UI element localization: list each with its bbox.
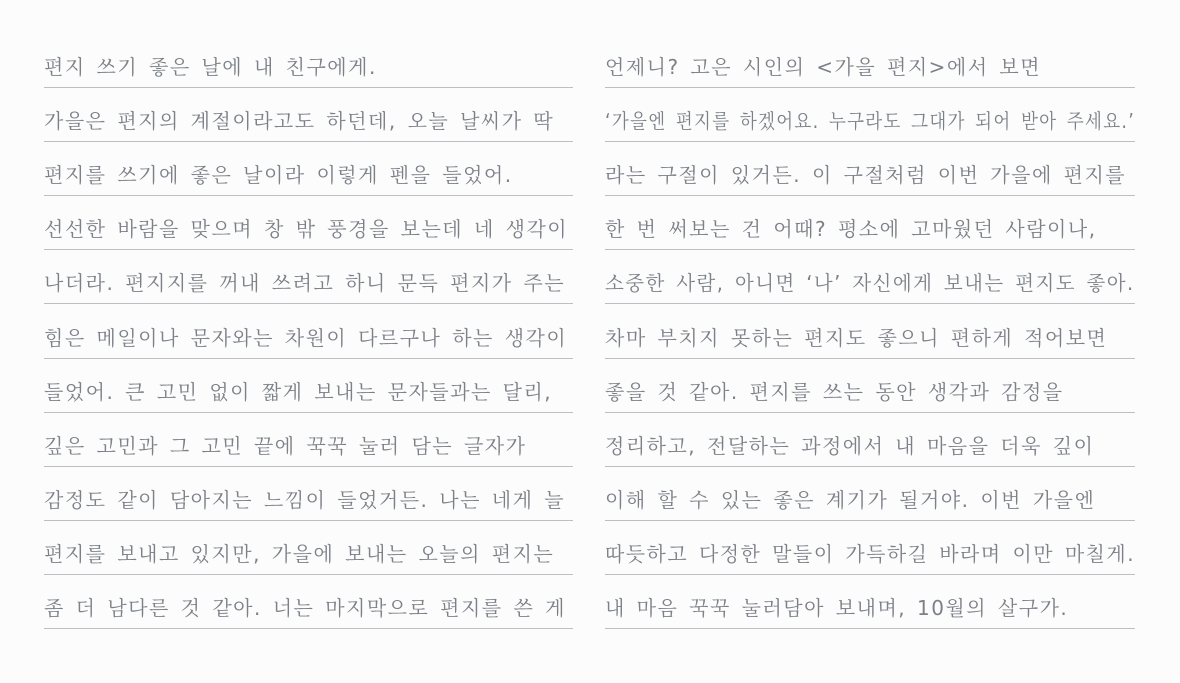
letter-line-text: 나더라. 편지지를 꺼내 쓰려고 하니 문득 편지가 주는 (44, 271, 566, 296)
letter-line-text: 힘은 메일이나 문자와는 차원이 다르구나 하는 생각이 (44, 325, 568, 350)
letter-line (44, 359, 573, 413)
letter-line (605, 359, 1135, 413)
letter-column-left (44, 34, 573, 629)
letter-line (44, 304, 573, 358)
letter-line (605, 88, 1135, 142)
letter-line (44, 142, 573, 196)
letter-line (605, 467, 1135, 521)
letter-line (605, 196, 1135, 250)
letter-line (44, 34, 573, 88)
letter-line-text: ‘가을엔 편지를 하겠어요. 누구라도 그대가 되어 받아 주세요.’ (605, 109, 1136, 134)
letter-line (605, 142, 1135, 196)
letter-line (605, 575, 1135, 629)
letter-line (605, 521, 1135, 575)
letter-line (44, 467, 573, 521)
letter-column-right (605, 34, 1135, 629)
letter-line (44, 250, 573, 304)
letter-line-text: 들었어. 큰 고민 없이 짧게 보내는 문자들과는 달리, (44, 379, 553, 404)
letter-line (44, 88, 573, 142)
letter-line (605, 304, 1135, 358)
letter-line-text: 정리하고, 전달하는 과정에서 내 마음을 더욱 깊이 (605, 433, 1095, 458)
letter-line-text: 내 마음 꾹꾹 눌러담아 보내며, 10월의 살구가. (605, 596, 1069, 621)
letter-line (605, 250, 1135, 304)
letter-line-text: 라는 구절이 있거든. 이 구절처럼 이번 가을에 편지를 (605, 163, 1127, 188)
letter-line-text: 차마 부치지 못하는 편지도 좋으니 편하게 적어보면 (605, 325, 1108, 350)
letter-line (44, 196, 573, 250)
letter-line-text: 언제니? 고은 시인의 <가을 편지>에서 보면 (605, 55, 1042, 80)
letter-line-text: 따듯하고 다정한 말들이 가득하길 바라며 이만 마칠게. (605, 541, 1136, 566)
letter-line-text: 편지 쓰기 좋은 날에 내 친구에게. (44, 55, 377, 80)
letter-line (44, 575, 573, 629)
letter-line (605, 413, 1135, 467)
letter-line-text: 좀 더 남다른 것 같아. 너는 마지막으로 편지를 쓴 게 (44, 596, 566, 621)
letter-line-text: 편지를 쓰기에 좋은 날이라 이렇게 펜을 들었어. (44, 163, 513, 188)
letter-line-text: 좋을 것 같아. 편지를 쓰는 동안 생각과 감정을 (605, 379, 1064, 404)
letter-line (44, 521, 573, 575)
letter-line-text: 이해 할 수 있는 좋은 계기가 될거야. 이번 가을엔 (605, 487, 1096, 512)
letter-line-text: 편지를 보내고 있지만, 가을에 보내는 오늘의 편지는 (44, 541, 555, 566)
letter-line-text: 가을은 편지의 계절이라고도 하던데, 오늘 날씨가 딱 (44, 109, 555, 134)
letter-line-text: 소중한 사람, 아니면 ‘나’ 자신에게 보내는 편지도 좋아. (605, 271, 1135, 296)
letter-line (605, 34, 1135, 88)
letter-line-text: 깊은 고민과 그 고민 끝에 꾹꾹 눌러 담는 글자가 (44, 433, 527, 458)
letter-line-text: 선선한 바람을 맞으며 창 밖 풍경을 보는데 네 생각이 (44, 217, 569, 242)
letter-line-text: 감정도 같이 담아지는 느낌이 들었거든. 나는 네게 늘 (44, 487, 566, 512)
letter-line (44, 413, 573, 467)
letter-line-text: 한 번 써보는 건 어때? 평소에 고마웠던 사람이나, (605, 217, 1097, 242)
